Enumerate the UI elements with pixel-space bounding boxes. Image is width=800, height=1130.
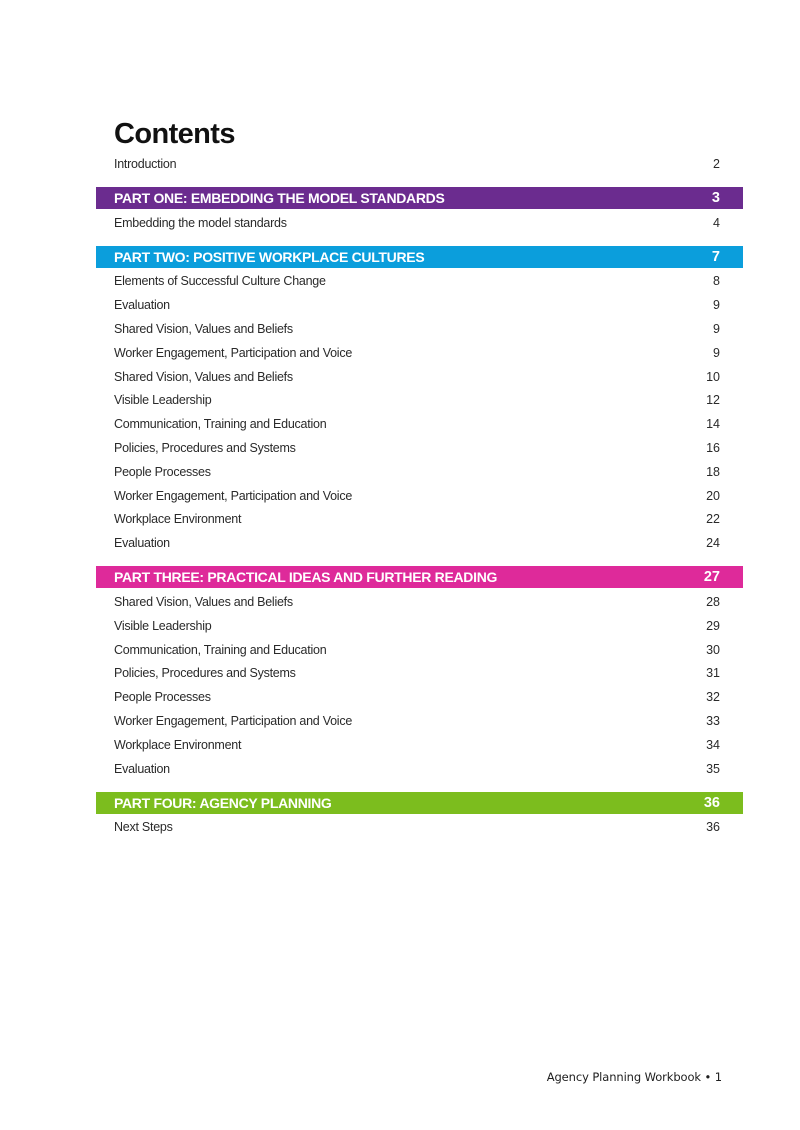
page-title: Contents — [114, 118, 235, 150]
toc-entry-page-number: 9 — [713, 298, 720, 313]
toc-entry-label: People Processes — [114, 690, 211, 705]
table-of-contents — [96, 152, 743, 839]
toc-entry[interactable] — [96, 757, 743, 781]
toc-entry[interactable] — [96, 341, 743, 365]
toc-entry-label: People Processes — [114, 464, 211, 479]
toc-entry-page-number: 30 — [706, 642, 720, 657]
toc-entry-label: Shared Vision, Values and Beliefs — [114, 595, 293, 610]
toc-entry-label: Embedding the model standards — [114, 215, 287, 230]
toc-entry[interactable] — [96, 816, 743, 840]
toc-entry-page-number: 36 — [706, 820, 720, 835]
toc-entry-list — [96, 211, 743, 235]
toc-entry-label: Policies, Procedures and Systems — [114, 666, 296, 681]
toc-entry[interactable] — [96, 293, 743, 317]
toc-entry[interactable] — [96, 460, 743, 484]
toc-entry-label: Workplace Environment — [114, 737, 242, 752]
toc-entry[interactable] — [96, 662, 743, 686]
toc-entry-label: Worker Engagement, Participation and Voice — [114, 488, 353, 503]
toc-part-section — [96, 187, 743, 235]
toc-part-page-number: 36 — [703, 794, 720, 811]
toc-entry-page-number: 2 — [713, 156, 720, 171]
toc-entry[interactable] — [96, 436, 743, 460]
toc-entry[interactable] — [96, 508, 743, 532]
toc-entry-page-number: 34 — [706, 737, 720, 752]
toc-entry-label: Shared Vision, Values and Beliefs — [114, 369, 293, 384]
toc-entry-label: Next Steps — [114, 820, 173, 835]
toc-entry-page-number: 12 — [706, 393, 720, 408]
toc-entry-page-number: 9 — [713, 345, 720, 360]
toc-entry-page-number: 4 — [713, 215, 720, 230]
toc-entry-page-number: 20 — [706, 488, 720, 503]
toc-part-header[interactable] — [96, 566, 743, 588]
toc-entry-page-number: 28 — [706, 595, 720, 610]
toc-entry-page-number: 18 — [706, 464, 720, 479]
toc-entry-label: Communication, Training and Education — [114, 417, 327, 432]
toc-part-header[interactable] — [96, 246, 743, 268]
toc-part-title: PART TWO: POSITIVE WORKPLACE CULTURES — [114, 248, 425, 265]
toc-entry-page-number: 10 — [706, 369, 720, 384]
page-footer: Agency Planning Workbook • 1 — [546, 1070, 722, 1084]
toc-entry-list — [96, 590, 743, 780]
toc-entry-label: Visible Leadership — [114, 393, 212, 408]
toc-entry[interactable] — [96, 590, 743, 614]
toc-entry[interactable] — [96, 389, 743, 413]
toc-entry-label: Policies, Procedures and Systems — [114, 441, 296, 456]
toc-entry[interactable] — [96, 685, 743, 709]
toc-entry-label: Shared Vision, Values and Beliefs — [114, 322, 293, 337]
toc-entry-page-number: 31 — [706, 666, 720, 681]
toc-entry-page-number: 32 — [706, 690, 720, 705]
toc-entry-label: Worker Engagement, Participation and Voice — [114, 345, 353, 360]
toc-entry[interactable] — [96, 733, 743, 757]
toc-entry[interactable] — [96, 412, 743, 436]
toc-entry-label: Communication, Training and Education — [114, 642, 327, 657]
toc-entry[interactable] — [96, 531, 743, 555]
toc-part-page-number: 3 — [711, 189, 720, 206]
toc-entry-label: Visible Leadership — [114, 618, 212, 633]
toc-part-title: PART ONE: EMBEDDING THE MODEL STANDARDS — [114, 189, 445, 206]
toc-entry-label: Workplace Environment — [114, 512, 242, 527]
toc-entry[interactable] — [96, 709, 743, 733]
toc-entry-label: Evaluation — [114, 761, 170, 776]
toc-part-section — [96, 792, 743, 840]
toc-entry-label: Elements of Successful Culture Change — [114, 274, 326, 289]
toc-entry-page-number: 16 — [706, 441, 720, 456]
toc-entry-page-number: 9 — [713, 322, 720, 337]
toc-entry[interactable] — [96, 270, 743, 294]
toc-part-section — [96, 246, 743, 556]
toc-part-title: PART THREE: PRACTICAL IDEAS AND FURTHER READING — [114, 569, 498, 586]
toc-entry-page-number: 22 — [706, 512, 720, 527]
toc-entry[interactable] — [96, 484, 743, 508]
toc-part-section — [96, 566, 743, 780]
toc-entry-page-number: 24 — [706, 536, 720, 551]
toc-part-page-number: 27 — [703, 569, 720, 586]
toc-entry[interactable] — [96, 638, 743, 662]
toc-entry-page-number: 8 — [713, 274, 720, 289]
toc-part-header[interactable] — [96, 187, 743, 209]
toc-part-header[interactable] — [96, 792, 743, 814]
toc-entry-label: Evaluation — [114, 536, 170, 551]
toc-entry-list — [96, 270, 743, 556]
toc-entry[interactable] — [96, 317, 743, 341]
toc-part-title: PART FOUR: AGENCY PLANNING — [114, 794, 332, 811]
toc-entry-page-number: 14 — [706, 417, 720, 432]
toc-entry-label: Introduction — [114, 156, 177, 171]
toc-part-page-number: 7 — [711, 248, 720, 265]
toc-entry-page-number: 35 — [706, 761, 720, 776]
toc-entry-page-number: 29 — [706, 618, 720, 633]
toc-entry-introduction[interactable] — [96, 152, 743, 176]
toc-entry[interactable] — [96, 365, 743, 389]
toc-entry-page-number: 33 — [706, 714, 720, 729]
toc-entry[interactable] — [96, 211, 743, 235]
toc-entry[interactable] — [96, 614, 743, 638]
toc-entry-label: Evaluation — [114, 298, 170, 313]
toc-entry-list — [96, 816, 743, 840]
parts-list — [96, 187, 743, 840]
toc-entry-label: Worker Engagement, Participation and Voice — [114, 714, 353, 729]
